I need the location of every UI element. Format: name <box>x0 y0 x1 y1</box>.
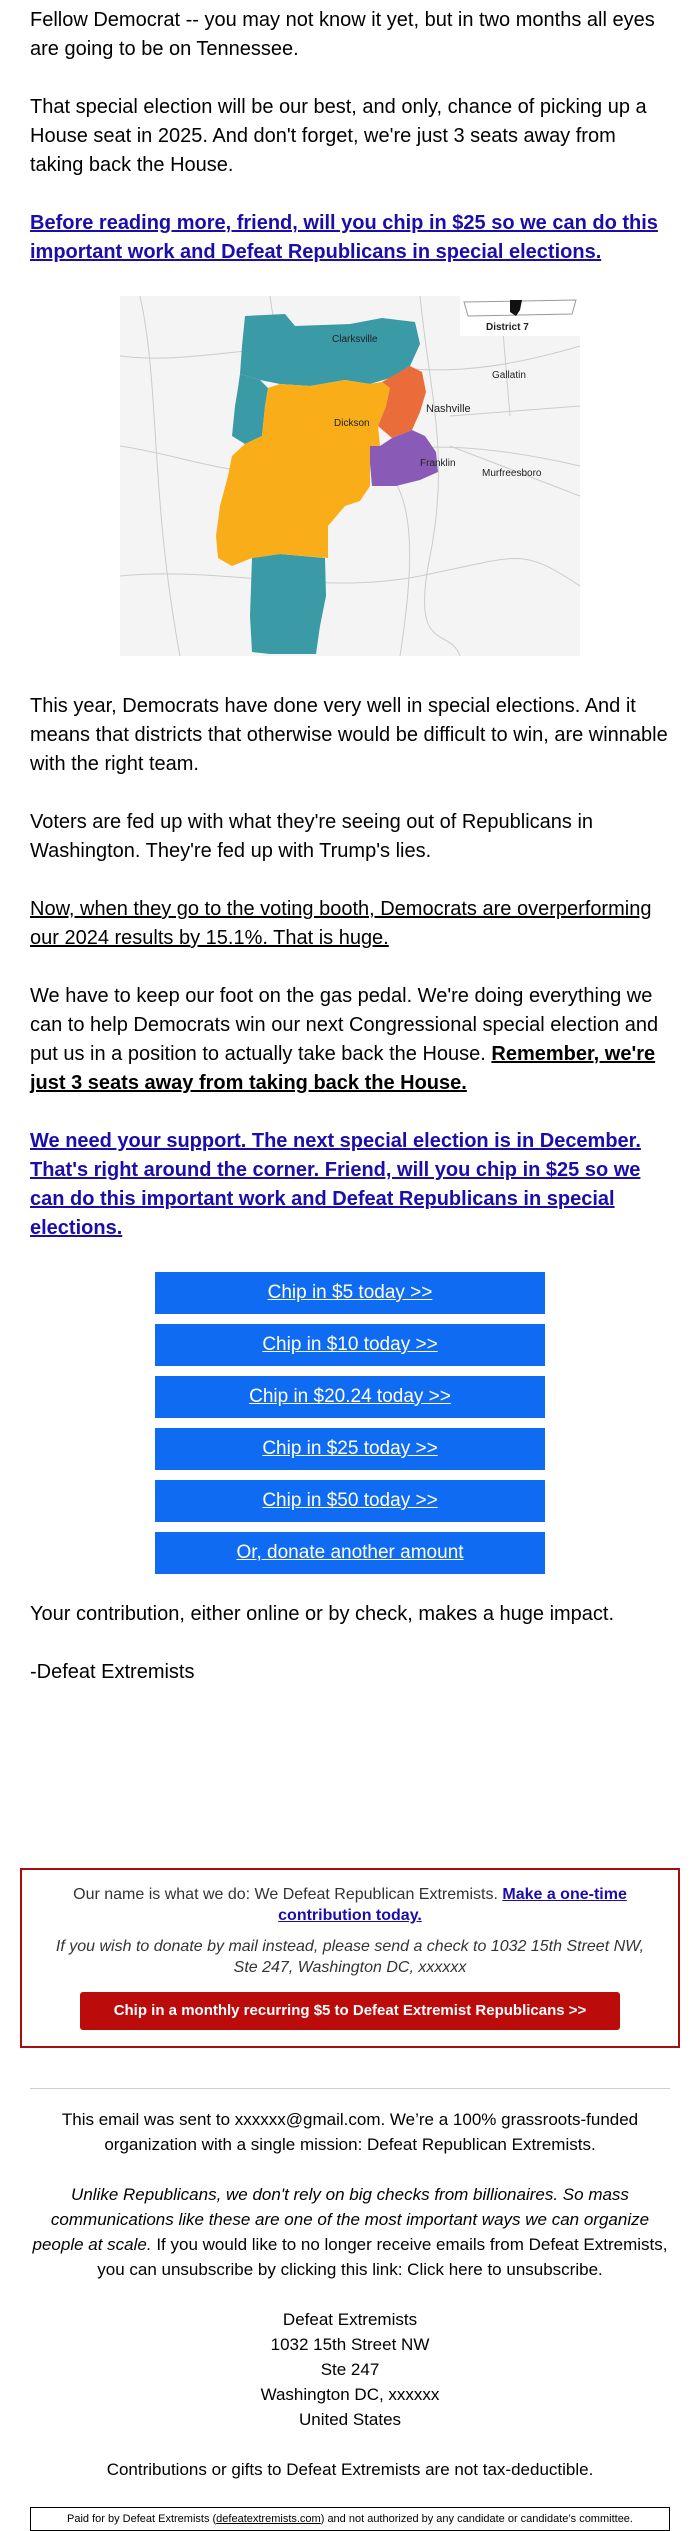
body-paragraph-6-bold: Remember, we're just 3 seats away from taking back the House. <box>30 1043 656 1094</box>
one-time-contribution-link[interactable]: Make a one-time contribution today. <box>278 1886 627 1924</box>
signature: -Defeat Extremists <box>30 1661 195 1683</box>
address-line-1: Defeat Extremists <box>282 2310 418 2329</box>
map-label-gallatin: Gallatin <box>492 370 526 381</box>
paid-for-by-prefix: Paid for by Defeat Extremists ( <box>67 2513 217 2525</box>
donation-box <box>20 1868 680 2048</box>
body-paragraph-5: Now, when they go to the voting booth, Democrats are overperforming our 2024 results by 15.1%. That is huge. <box>30 898 652 949</box>
footer <box>30 2107 670 2531</box>
map-region-south <box>250 554 326 654</box>
box-mission-text: Our name is what we do: We Defeat Republican Extremists. <box>73 1886 503 1903</box>
tax-disclaimer: Contributions or gifts to Defeat Extremists are not tax-deductible. <box>106 2460 594 2479</box>
paid-for-by <box>30 2507 670 2531</box>
chip-in-5-button[interactable]: Chip in $5 today >> <box>155 1272 545 1314</box>
donate-buttons <box>155 1272 545 1574</box>
map-label-dickson: Dickson <box>334 418 370 429</box>
address-line-4: Washington DC, xxxxxx <box>260 2385 440 2404</box>
monthly-recurring-button[interactable]: Chip in a monthly recurring $5 to Defeat Extremist Republicans >> <box>80 1992 620 2030</box>
map-label-franklin: Franklin <box>420 458 456 469</box>
intro-paragraph-1: Fellow Democrat -- you may not know it yet, but in two months all eyes are going to be on Tennessee. <box>30 9 655 60</box>
footer-address <box>30 2307 670 2432</box>
footer-unsubscribe-text[interactable]: If you would like to no longer receive emails from Defeat Extremists, you can unsubscribe by clicking this link: Click here to unsubscribe. <box>97 2235 668 2279</box>
address-line-5: United States <box>298 2410 402 2429</box>
body-paragraph-4: Voters are fed up with what they're seeing out of Republicans in Washington. They're fed up with Trump's lies. <box>30 811 594 862</box>
map-label-district: District 7 <box>486 322 529 333</box>
footer-sent-to: This email was sent to xxxxxx@gmail.com. We’re a 100% grassroots-funded organization with a single mission: Defeat Republican Extremists. <box>61 2110 639 2154</box>
address-line-3: Ste 247 <box>320 2360 380 2379</box>
closing-paragraph: Your contribution, either online or by check, makes a huge impact. <box>30 1603 615 1625</box>
address-line-2: 1032 15th Street NW <box>270 2335 430 2354</box>
footer-italic-text: Unlike Republicans, we don't rely on big checks from billionaires. So mass communications like these are one of the most important ways we can organize people at scale. <box>32 2185 650 2254</box>
map-region-north <box>240 314 420 386</box>
donate-other-amount-button[interactable]: Or, donate another amount <box>155 1532 545 1574</box>
paid-for-by-link[interactable]: defeatextremists.com <box>216 2513 321 2525</box>
spacer <box>0 1716 700 1868</box>
box-text <box>46 1884 654 1926</box>
paid-for-by-suffix: ) and not authorized by any candidate or candidate’s committee. <box>320 2513 633 2525</box>
footer-divider <box>30 2088 670 2089</box>
cta-link-top[interactable]: Before reading more, friend, will you chip in $25 so we can do this important work and Defeat Republicans in special elections. <box>30 212 658 263</box>
chip-in-50-button[interactable]: Chip in $50 today >> <box>155 1480 545 1522</box>
body-paragraph-6-text: We have to keep our foot on the gas pedal. We're doing everything we can to help Democrats win our next Congressional special election and put us in a position to actually take back the House. <box>30 985 659 1065</box>
chip-in-20-24-button[interactable]: Chip in $20.24 today >> <box>155 1376 545 1418</box>
map-label-murfreesboro: Murfreesboro <box>482 468 542 479</box>
intro-paragraph-2: That special election will be our best, and only, chance of picking up a House seat in 2025. And don't forget, we're just 3 seats away from taking back the House. <box>30 96 647 176</box>
body-paragraph-3: This year, Democrats have done very well in special elections. And it means that districts that otherwise would be difficult to win, are winnable with the right team. <box>30 695 668 775</box>
footer-unsubscribe-paragraph <box>30 2182 670 2282</box>
district-map <box>120 296 580 656</box>
map-label-nashville: Nashville <box>426 403 471 415</box>
chip-in-10-button[interactable]: Chip in $10 today >> <box>155 1324 545 1366</box>
body-paragraph-6 <box>30 982 670 1098</box>
cta-link-bottom[interactable]: We need your support. The next special election is in December. That's right around the corner. Friend, will you chip in $25 so we can do this important work and Defeat Republicans in special elections. <box>30 1130 641 1239</box>
chip-in-25-button[interactable]: Chip in $25 today >> <box>155 1428 545 1470</box>
map-label-clarksville: Clarksville <box>332 334 378 345</box>
mail-donation-text: If you wish to donate by mail instead, please send a check to 1032 15th Street NW, Ste 247, Washington DC, xxxxxx <box>55 1938 645 1976</box>
